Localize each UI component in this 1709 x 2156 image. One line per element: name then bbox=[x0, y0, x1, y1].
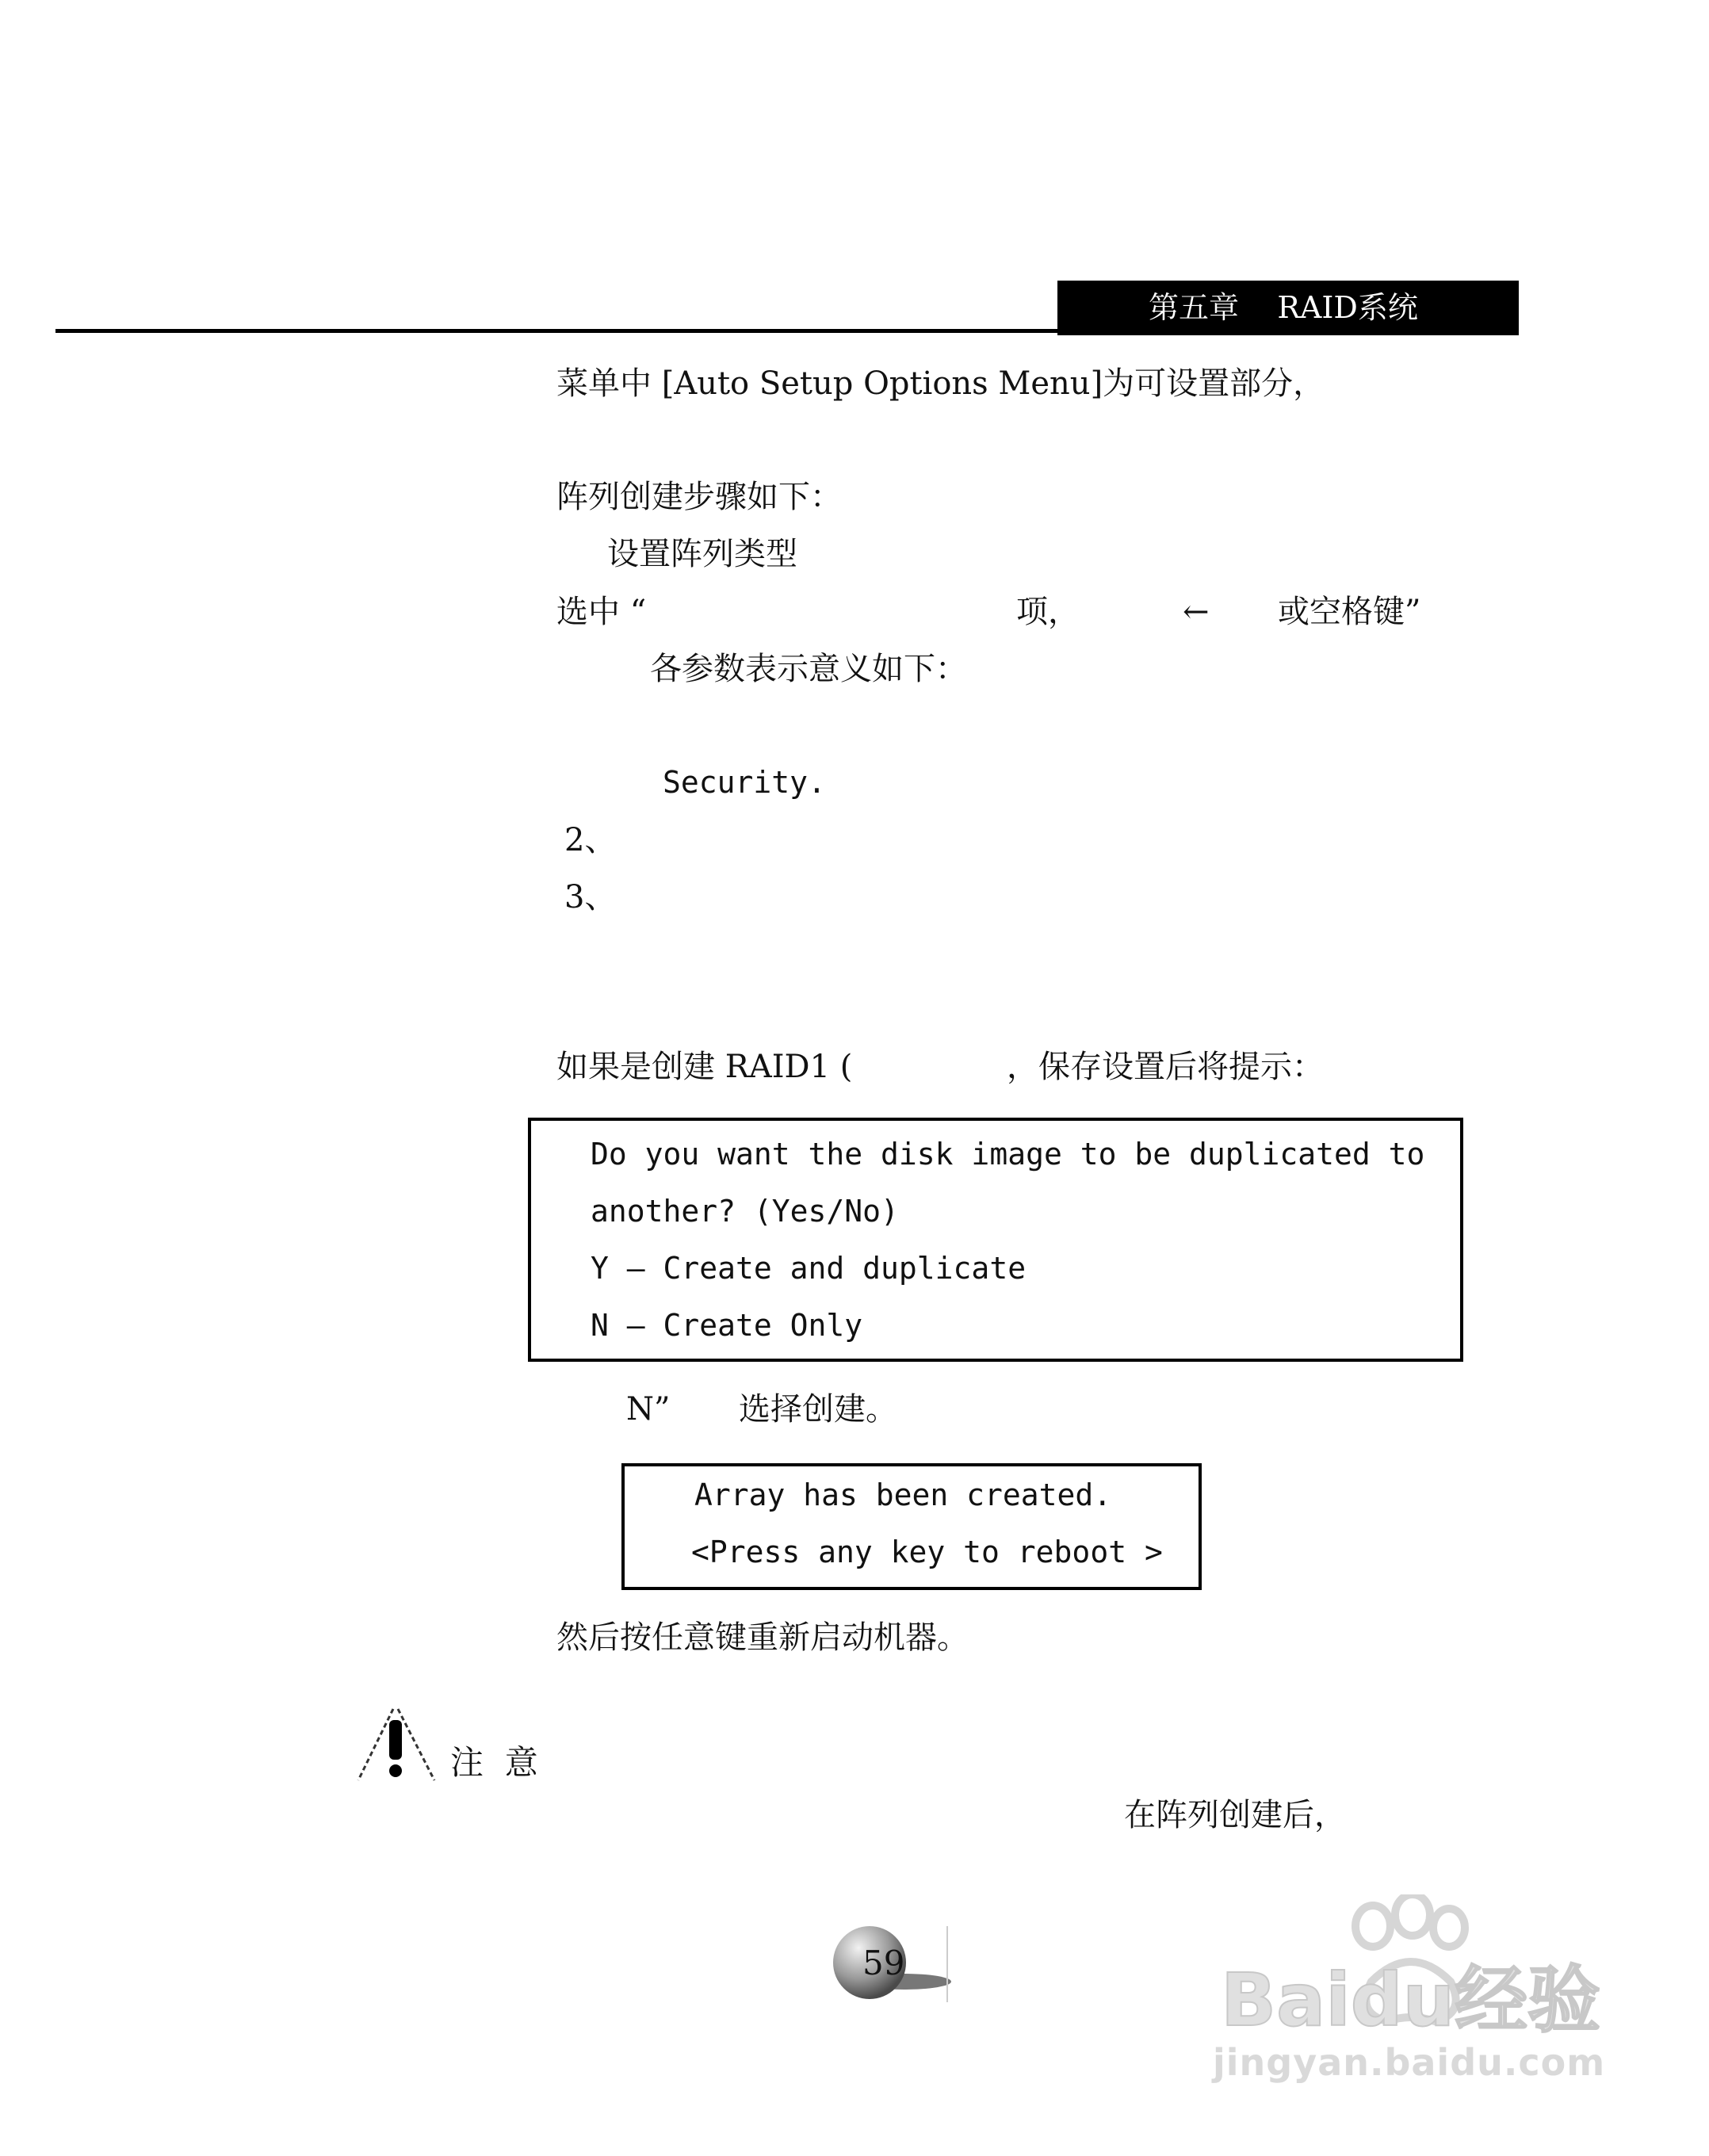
list-item-2: 2、 bbox=[564, 822, 617, 858]
watermark-brand: Baidu经验 bbox=[1221, 1958, 1601, 2043]
params-heading: 各参数表示意义如下： bbox=[650, 651, 967, 687]
raid1-sentence-end: ，保存设置后将提示： bbox=[1007, 1049, 1324, 1085]
step-set-type: 设置阵列类型 bbox=[607, 536, 797, 572]
reboot-instruction: 然后按任意键重新启动机器。 bbox=[556, 1619, 969, 1656]
intro-line: 菜单中 [Auto Setup Options Menu]为可设置部分， bbox=[556, 365, 1325, 402]
page-number: 59 bbox=[862, 1944, 905, 1982]
prompt-line-2: another? (Yes/No) bbox=[591, 1194, 899, 1229]
warning-icon bbox=[352, 1704, 439, 1783]
list-item-3: 3、 bbox=[564, 879, 617, 916]
steps-heading: 阵列创建步骤如下： bbox=[556, 479, 842, 515]
choose-n-key: N” bbox=[626, 1391, 671, 1428]
select-instruction-item: 项， bbox=[1016, 594, 1080, 630]
created-line-2: <Press any key to reboot > bbox=[691, 1535, 1163, 1569]
chapter-title: 第五章 RAID系统 bbox=[1057, 281, 1519, 335]
left-arrow-icon: ← bbox=[1183, 594, 1210, 630]
prompt-line-1: Do you want the disk image to be duplicated to bbox=[591, 1137, 1425, 1172]
note-label: 注 意 bbox=[450, 1743, 538, 1782]
prompt-option-y: Y — Create and duplicate bbox=[591, 1251, 1027, 1286]
raid1-sentence-start: 如果是创建 RAID1 ( bbox=[556, 1049, 853, 1085]
note-text: 在阵列创建后， bbox=[1124, 1797, 1346, 1833]
select-instruction-start: 选中 “ bbox=[556, 594, 647, 630]
watermark-domain: jingyan.baidu.com bbox=[1213, 2041, 1606, 2084]
security-label: Security. bbox=[663, 765, 826, 800]
header-rule bbox=[55, 329, 1057, 333]
choose-create: 选择创建。 bbox=[739, 1391, 897, 1428]
created-line-1: Array has been created. bbox=[694, 1477, 1112, 1512]
select-instruction-end: 或空格键” bbox=[1278, 594, 1421, 630]
prompt-option-n: N — Create Only bbox=[591, 1308, 863, 1343]
